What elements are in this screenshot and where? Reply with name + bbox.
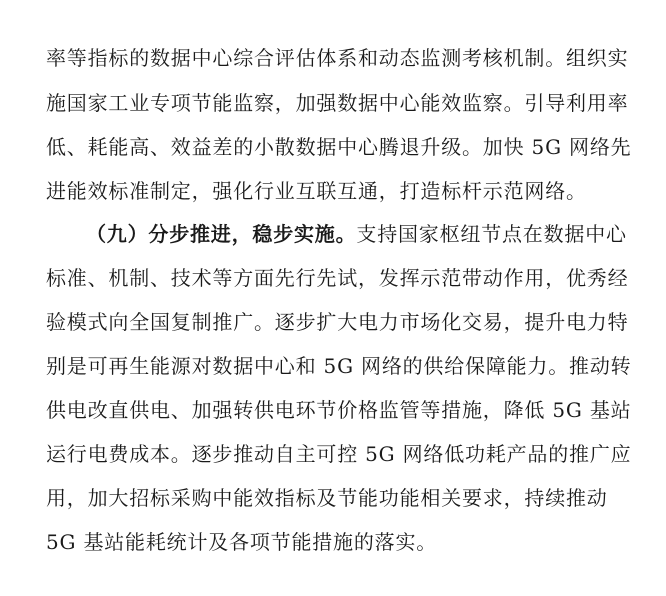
section-first-line: [86, 222, 627, 246]
text-line-9: 供电改直供电、加强转供电环节价格监管等措施，降低 5G 基站: [46, 398, 632, 422]
text-line-3: 低、耗能高、效益差的小散数据中心腾退升级。加快 5G 网络先: [46, 135, 632, 159]
text-line-8: 别是可再生能源对数据中心和 5G 网络的供给保障能力。推动转: [46, 354, 632, 378]
text-line-4: 进能效标准制定，强化行业互联互通，打造标杆示范网络。: [46, 179, 587, 203]
text-line-2: 施国家工业专项节能监察，加强数据中心能效监察。引导利用率: [46, 91, 629, 115]
text-line-6: 标准、机制、技术等方面先行先试，发挥示范带动作用，优秀经: [46, 266, 629, 290]
text-line-11: 用，加大招标采购中能效指标及节能功能相关要求，持续推动: [46, 486, 608, 510]
text-line-1: 率等指标的数据中心综合评估体系和动态监测考核机制。组织实: [46, 46, 629, 70]
text-line-7: 验模式向全国复制推广。逐步扩大电力市场化交易，提升电力特: [46, 310, 629, 334]
text-line-10: 运行电费成本。逐步推动自主可控 5G 网络低功耗产品的推广应: [46, 442, 632, 466]
text-line-12: 5G 基站能耗统计及各项节能措施的落实。: [46, 530, 438, 554]
section-heading: （九）分步推进，稳步实施。: [86, 222, 357, 246]
section-first-line-text: 支持国家枢纽节点在数据中心: [356, 222, 627, 246]
